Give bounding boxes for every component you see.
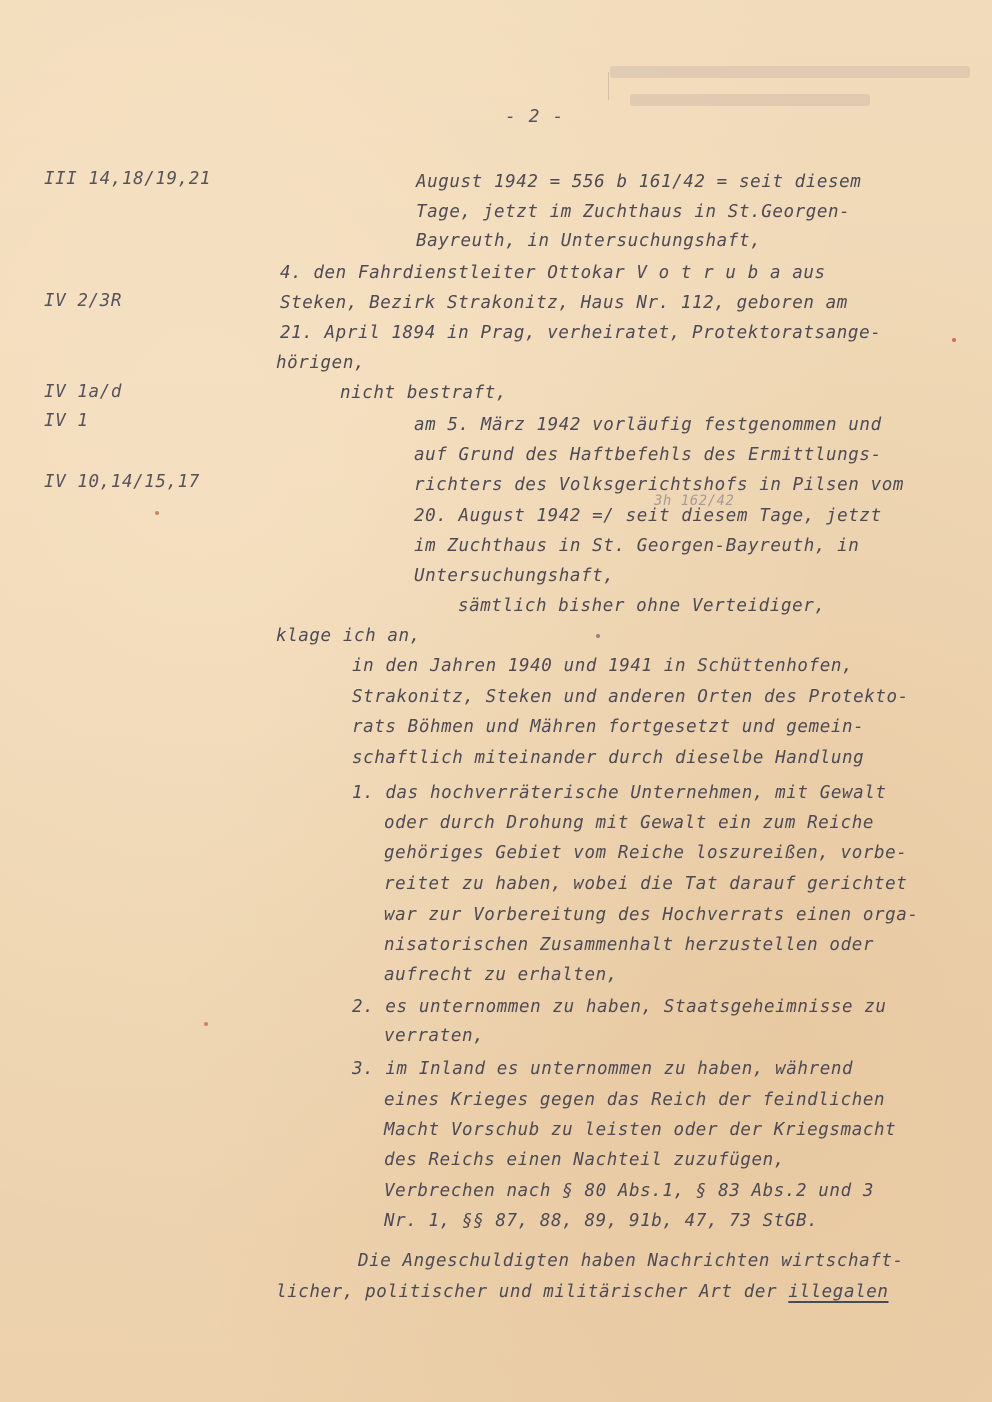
text-line: eines Krieges gegen das Reich der feindlichen xyxy=(384,1090,886,1110)
margin-note: IV 1 xyxy=(44,411,89,431)
margin-note: IV 2/3R xyxy=(44,291,122,311)
paper-crease xyxy=(608,72,609,100)
text-line: Untersuchungshaft, xyxy=(414,566,615,586)
text-line: in den Jahren 1940 und 1941 in Schüttenhofen, xyxy=(352,656,854,676)
paper-speck xyxy=(155,511,159,515)
margin-note: IV 10,14/15,17 xyxy=(44,472,200,492)
margin-note: IV 1a/d xyxy=(44,382,122,402)
text-line: 4. den Fahrdienstleiter Ottokar V o t r u b a aus xyxy=(280,263,826,283)
text-line: 1. das hochverräterische Unternehmen, mit Gewalt xyxy=(352,783,887,803)
text-line: aufrecht zu erhalten, xyxy=(384,965,618,985)
paper-speck xyxy=(952,338,956,342)
text-line: Bayreuth, in Untersuchungshaft, xyxy=(416,231,762,251)
text-line: August 1942 = 556 b 161/42 = seit diesem xyxy=(416,172,862,192)
text-line: hörigen, xyxy=(276,353,366,373)
text-line: Steken, Bezirk Strakonitz, Haus Nr. 112, geboren am xyxy=(280,293,848,313)
underlined-word: illegalen xyxy=(788,1282,889,1302)
text-line: Nr. 1, §§ 87, 88, 89, 91b, 47, 73 StGB. xyxy=(384,1211,819,1231)
text-line-start: licher, politischer und militärischer Art der xyxy=(276,1282,778,1302)
overtype-note: 3h 162/42 xyxy=(654,493,735,509)
text-line: Tage, jetzt im Zuchthaus in St.Georgen- xyxy=(416,202,851,222)
text-line: schaftlich miteinander durch dieselbe Handlung xyxy=(352,748,865,768)
text-line: 21. April 1894 in Prag, verheiratet, Protektoratsange- xyxy=(280,323,882,343)
margin-note: III 14,18/19,21 xyxy=(44,169,212,189)
text-line: des Reichs einen Nachteil zuzufügen, xyxy=(384,1150,785,1170)
text-line: 20. August 1942 =/ seit diesem Tage, jetzt xyxy=(414,506,882,526)
text-line: nicht bestraft, xyxy=(340,383,508,403)
text-line: klage ich an, xyxy=(276,626,421,646)
text-line: 3. im Inland es unternommen zu haben, während xyxy=(352,1059,854,1079)
text-line: verraten, xyxy=(384,1026,485,1046)
text-line: oder durch Drohung mit Gewalt ein zum Reiche xyxy=(384,813,874,833)
text-line: gehöriges Gebiet vom Reiche loszureißen, vorbe- xyxy=(384,843,908,863)
text-line: reitet zu haben, wobei die Tat darauf gerichtet xyxy=(384,874,908,894)
paper-speck xyxy=(596,634,600,638)
text-line: rats Böhmen und Mähren fortgesetzt und gemein- xyxy=(352,717,865,737)
page-number: - 2 - xyxy=(505,106,565,127)
text-line: Die Angeschuldigten haben Nachrichten wirtschaft- xyxy=(358,1251,904,1271)
text-line: Strakonitz, Steken und anderen Orten des Protekto- xyxy=(352,687,909,707)
text-line: 2. es unternommen zu haben, Staatsgeheimnisse zu xyxy=(352,997,887,1017)
text-line xyxy=(276,1281,889,1303)
text-line: Verbrechen nach § 80 Abs.1, § 83 Abs.2 und 3 xyxy=(384,1181,874,1201)
text-line: sämtlich bisher ohne Verteidiger, xyxy=(458,596,826,616)
text-line: richters des Volksgerichtshofs in Pilsen vom xyxy=(414,475,904,495)
paper-speck xyxy=(204,1022,208,1026)
text-line: Macht Vorschub zu leisten oder der Kriegsmacht xyxy=(384,1120,897,1140)
faint-stamp-bleedthrough xyxy=(590,58,980,128)
text-line: nisatorischen Zusammenhalt herzustellen oder xyxy=(384,935,874,955)
text-line: im Zuchthaus in St. Georgen-Bayreuth, in xyxy=(414,536,860,556)
text-line: war zur Vorbereitung des Hochverrats einen orga- xyxy=(384,905,919,925)
text-line: am 5. März 1942 vorläufig festgenommen und xyxy=(414,415,882,435)
text-line: auf Grund des Haftbefehls des Ermittlungs- xyxy=(414,445,882,465)
